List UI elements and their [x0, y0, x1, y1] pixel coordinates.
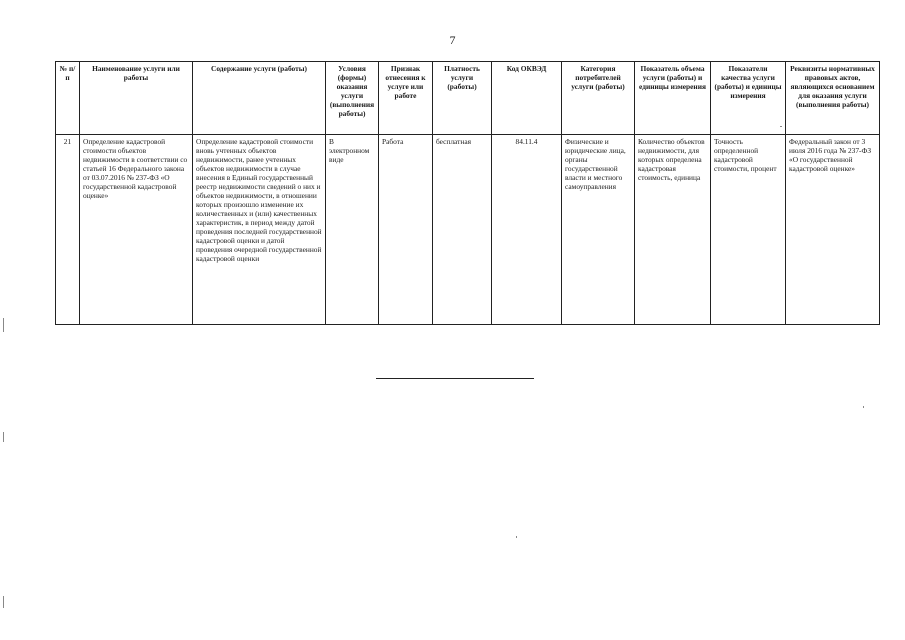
page-number: 7 — [449, 33, 456, 47]
closing-rule — [376, 378, 534, 379]
header-quality: Показатели качества услуги (работы) и единицы измерения — [711, 62, 786, 135]
cell-attribute: Работа — [379, 135, 433, 325]
cell-content: Определение кадастровой стоимости вновь учтенных объектов недвижимости, ранее учтенных объектов недвижимости в случае внесения в Единый государственный реестр недвижимости сведений о них и объектов недвижимости, в отношении которых произошло изменение их количественных и (или) качественных характеристик, в период между датой проведения последней государственной кадастровой оценки и датой проведения очередной государственной кадастровой оценки — [193, 135, 326, 325]
header-num: № п/п — [56, 62, 80, 135]
cell-payment: бесплатная — [433, 135, 492, 325]
services-table — [55, 61, 880, 325]
header-conditions: Условия (формы) оказания услуги (выполнения работы) — [326, 62, 379, 135]
scan-speck — [3, 432, 4, 442]
header-name: Наименование услуги или работы — [80, 62, 193, 135]
table-header-row — [56, 62, 880, 135]
header-content: Содержание услуги (работы) — [193, 62, 326, 135]
header-okved: Код ОКВЭД — [492, 62, 562, 135]
header-payment: Платность услуги (работы) — [433, 62, 492, 135]
header-legal: Реквизиты нормативных правовых актов, являющихся основанием для оказания услуги (выполнения работы) — [786, 62, 880, 135]
cell-num: 21 — [56, 135, 80, 325]
header-attribute: Признак отнесения к услуге или работе — [379, 62, 433, 135]
cell-name: Определение кадастровой стоимости объектов недвижимости в соответствии со статьей 16 Федерального закона от 03.07.2016 № 237-ФЗ «О государственной кадастровой оценке» — [80, 135, 193, 325]
cell-quality: Точность определенной кадастровой стоимости, процент — [711, 135, 786, 325]
cell-okved: 84.11.4 — [492, 135, 562, 325]
cell-conditions: В электронном виде — [326, 135, 379, 325]
table-row — [56, 135, 880, 325]
header-volume: Показатель объема услуги (работы) и единицы измерения — [635, 62, 711, 135]
scan-speck — [3, 596, 4, 608]
scan-speck — [516, 536, 517, 538]
scan-speck — [863, 406, 864, 408]
header-consumers: Категория потребителей услуги (работы) — [562, 62, 635, 135]
cell-volume: Количество объектов недвижимости, для которых определена кадастровая стоимость, единица — [635, 135, 711, 325]
cell-legal: Федеральный закон от 3 июля 2016 года № 237-ФЗ «О государственной кадастровой оценке» — [786, 135, 880, 325]
scan-speck — [780, 126, 782, 127]
scan-speck — [3, 318, 4, 332]
cell-consumers: Физические и юридические лица, органы государственной власти и местного самоуправления — [562, 135, 635, 325]
